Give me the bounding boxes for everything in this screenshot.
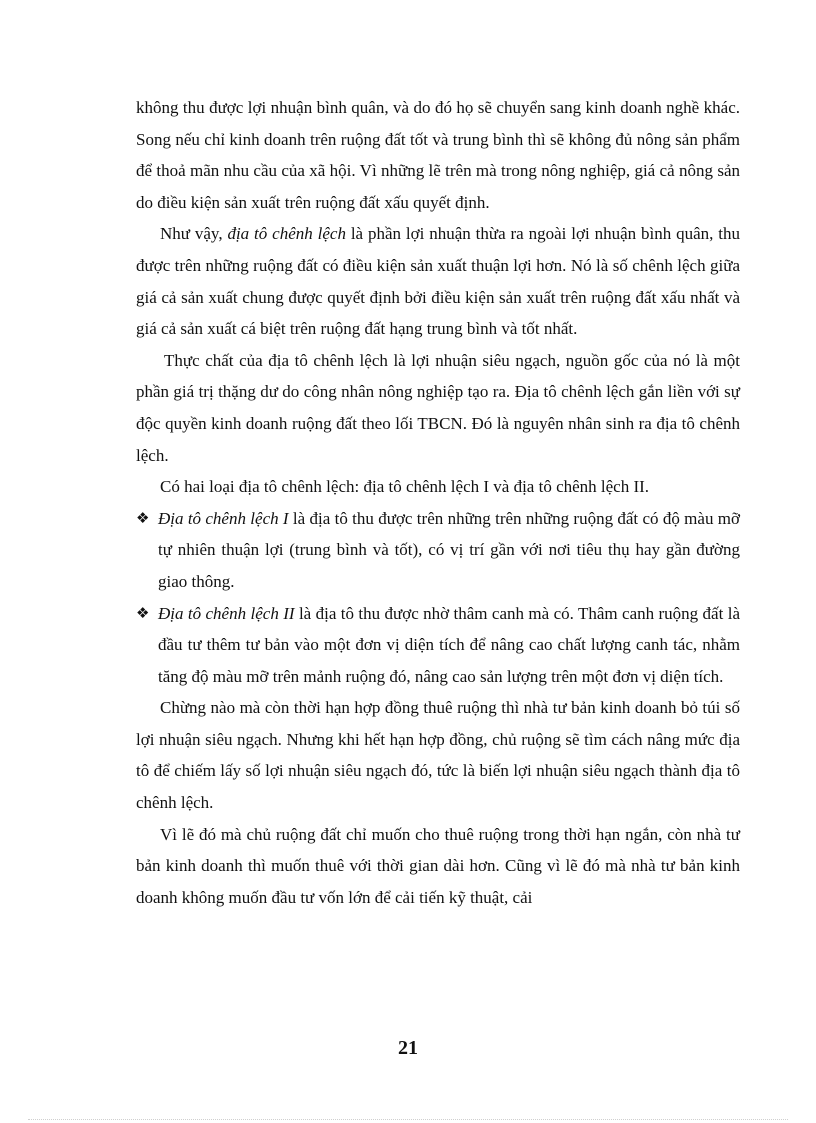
page-bottom-divider — [28, 1119, 788, 1120]
bullet-text: là địa tô thu được nhờ thâm canh mà có. Thâm canh ruộng đất là đầu tư thêm tư bản vào một đơn vị diện tích để nâng cao chất lượng canh tác, nhằm tăng độ màu mỡ trên mảnh ruộng đó, nâng cao sản lượng trên một đơn vị diện tích. — [158, 603, 740, 686]
paragraph: Vì lẽ đó mà chủ ruộng đất chỉ muốn cho thuê ruộng trong thời hạn ngắn, còn nhà tư bản kinh doanh thì muốn thuê với thời gian dài hơn. Cũng vì lẽ đó mà nhà tư bản kinh doanh không muốn đầu tư vốn lớn để cải tiến kỹ thuật, cải — [136, 824, 740, 907]
paragraph — [136, 218, 740, 344]
paragraph: Chừng nào mà còn thời hạn hợp đồng thuê ruộng thì nhà tư bản kinh doanh bỏ túi số lợi nhuận siêu ngạch. Nhưng khi hết hạn hợp đồng, chủ ruộng sẽ tìm cách nâng mức địa tô để chiếm lấy số lợi nhuận siêu ngạch đó, tức là biến lợi nhuận siêu ngạch thành địa tô chênh lệch. — [136, 698, 740, 813]
bullet-item — [136, 598, 740, 693]
page-number: 21 — [398, 1037, 418, 1059]
italic-term: Địa tô chênh lệch I — [158, 508, 289, 528]
bullet-text: là địa tô thu được trên những trên những ruộng đất có độ màu mỡ tự nhiên thuận lợi (trung bình và tốt), có vị trí gần với nơi tiêu thụ hay gần đường giao thông. — [158, 508, 740, 591]
bullet-item — [136, 503, 740, 598]
paragraph: không thu được lợi nhuận bình quân, và do đó họ sẽ chuyển sang kinh doanh nghề khác. Song nếu chỉ kinh doanh trên ruộng đất tốt và trung bình thì sẽ không đủ nông sản phẩm để thoả mãn nhu cầu của xã hội. Vì những lẽ trên mà trong nông nghiệp, giá cả nông sản do điều kiện sản xuất trên ruộng đất xấu quyết định. — [136, 98, 740, 212]
paragraph: Có hai loại địa tô chênh lệch: địa tô chênh lệch I và địa tô chênh lệch II. — [160, 477, 650, 497]
paragraph: Thực chất của địa tô chênh lệch là lợi nhuận siêu ngạch, nguồn gốc của nó là một phần giá trị thặng dư do công nhân nông nghiệp tạo ra. Địa tô chênh lệch gắn liền với sự độc quyền kinh doanh ruộng đất theo lối TBCN. Đó là nguyên nhân sinh ra địa tô chênh lệch. — [136, 350, 740, 465]
diamond-bullet-icon: ❖ — [136, 603, 150, 622]
italic-term: Địa tô chênh lệch II — [158, 603, 295, 623]
body-text — [136, 92, 740, 913]
italic-term: địa tô chênh lệch — [227, 224, 346, 244]
paragraph-lead: Như vậy, — [160, 224, 228, 244]
paragraph-rest: là phần lợi nhuận thừa ra ngoài lợi nhuận bình quân, thu được trên những ruộng đất có điều kiện sản xuất thuận lợi hơn. Nó là số chênh lệch giữa giá cả sản xuất chung được quyết định bởi điều kiện sản xuất trên ruộng đất xấu nhất và giá cả sản xuất cá biệt trên ruộng đất hạng trung bình và tốt nhất. — [136, 224, 740, 339]
diamond-bullet-icon: ❖ — [136, 508, 150, 527]
